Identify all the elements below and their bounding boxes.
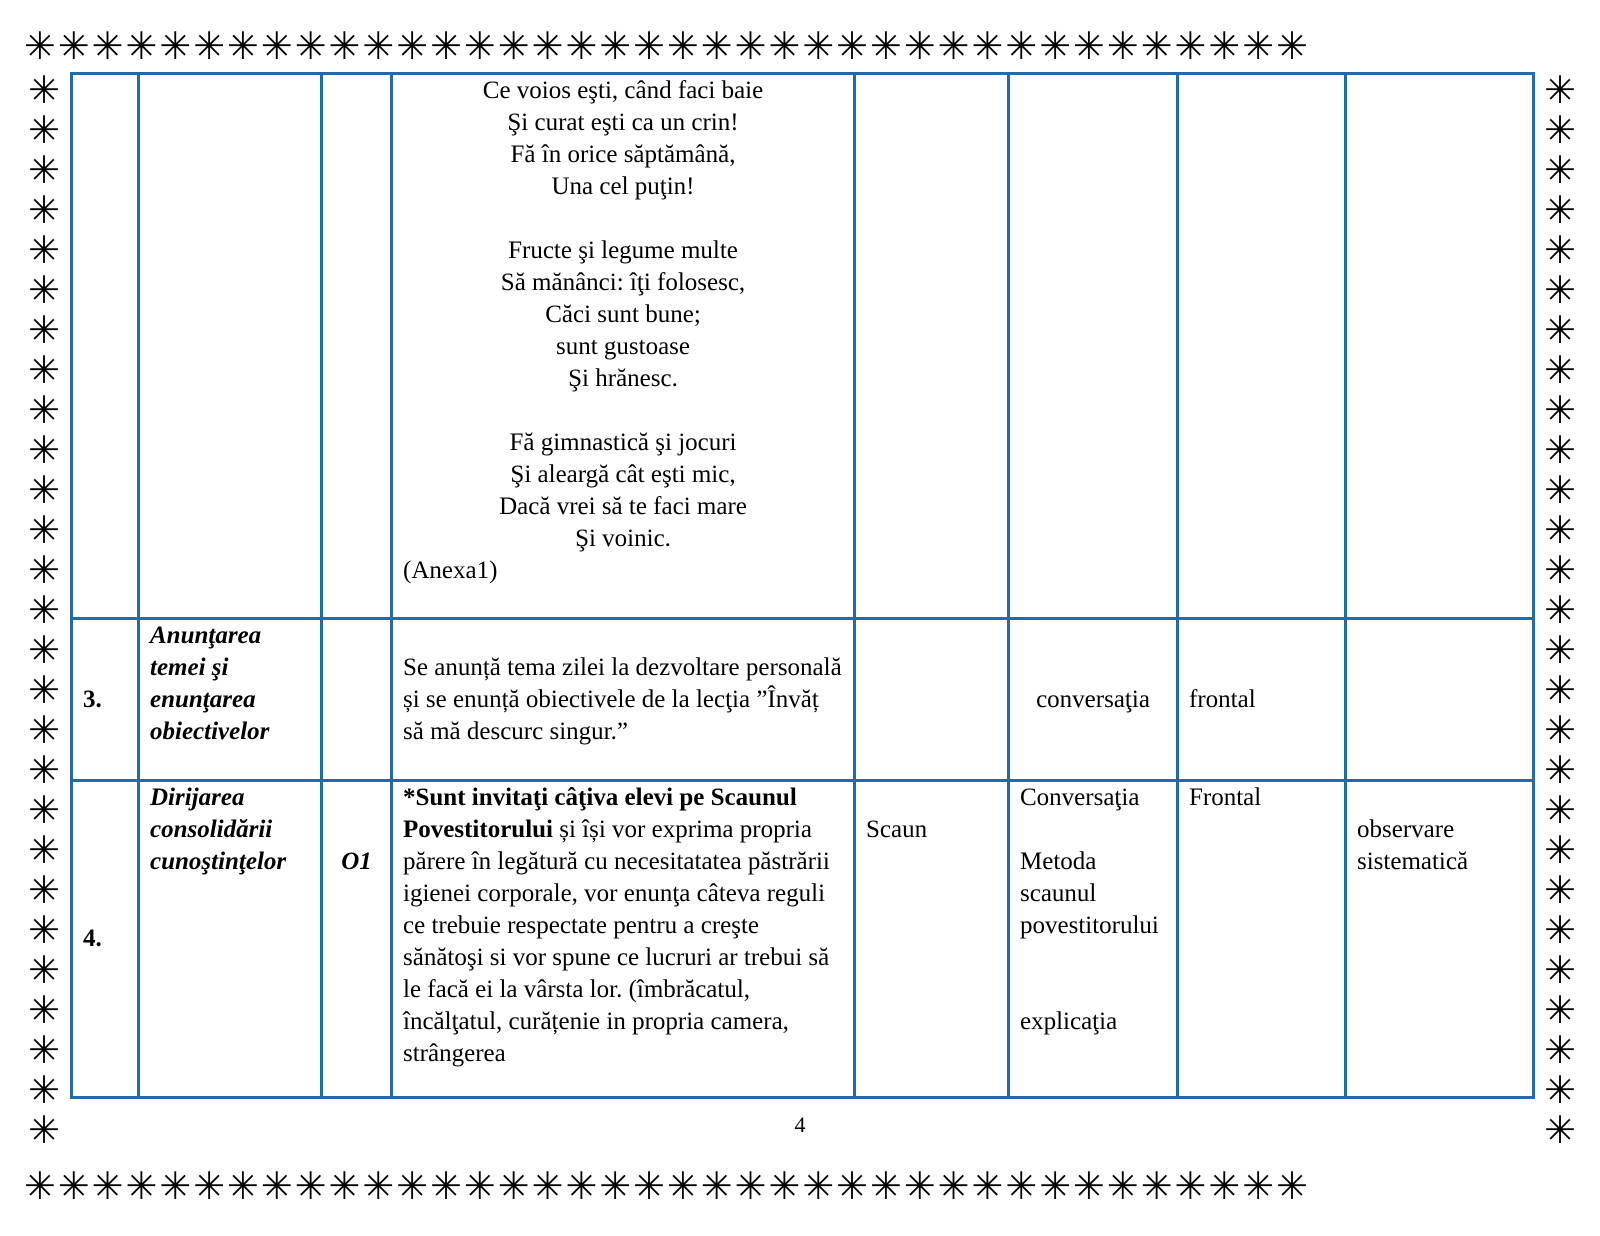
border-star-icon: ✳ — [1544, 868, 1576, 912]
border-star-icon: ✳ — [1544, 788, 1576, 832]
border-star-icon: ✳ — [28, 108, 60, 152]
table-row-stage-3 — [72, 619, 1534, 781]
border-star-icon: ✳ — [28, 388, 60, 432]
border-star-icon: ✳ — [1544, 748, 1576, 792]
stage-objective: O1 — [322, 781, 392, 1098]
border-star-icon: ✳ — [1544, 588, 1576, 632]
border-star-icon: ✳ — [1544, 308, 1576, 352]
stage-number: 4. — [72, 781, 139, 1098]
stage-form: frontal — [1178, 619, 1346, 781]
stage-number: 3. — [72, 619, 139, 781]
stage-method: conversaţia — [1009, 619, 1178, 781]
border-star-icon: ✳ — [1544, 828, 1576, 872]
border-star-icon: ✳ — [1544, 468, 1576, 512]
border-top: ✳✳✳✳✳✳✳✳✳✳✳✳✳✳✳✳✳✳✳✳✳✳✳✳✳✳✳✳✳✳✳✳✳✳✳✳✳✳ — [24, 26, 1310, 68]
stage-evaluation: observare sistematică — [1346, 781, 1534, 1098]
cell-number — [72, 74, 139, 619]
border-star-icon: ✳ — [1544, 148, 1576, 192]
stage-form: Frontal — [1178, 781, 1346, 1098]
cell-objective — [322, 74, 392, 619]
border-star-icon: ✳ — [1544, 1068, 1576, 1112]
border-star-icon: ✳ — [28, 508, 60, 552]
border-bottom: ✳✳✳✳✳✳✳✳✳✳✳✳✳✳✳✳✳✳✳✳✳✳✳✳✳✳✳✳✳✳✳✳✳✳✳✳✳✳ — [24, 1166, 1310, 1208]
border-star-icon: ✳ — [1544, 908, 1576, 952]
border-star-icon: ✳ — [28, 1028, 60, 1072]
border-star-icon: ✳ — [28, 908, 60, 952]
border-star-icon: ✳ — [28, 628, 60, 672]
lesson-plan-table — [70, 72, 1535, 1099]
border-star-icon: ✳ — [28, 1068, 60, 1112]
border-star-icon: ✳ — [28, 428, 60, 472]
border-star-icon: ✳ — [1544, 628, 1576, 672]
border-star-icon: ✳ — [28, 948, 60, 992]
border-star-icon: ✳ — [28, 1108, 60, 1152]
stage-methods: Conversaţia Metoda scaunul povestitorului explicaţia — [1009, 781, 1178, 1098]
poem-stanza: Fructe şi legume multe Să mănânci: îţi folosesc, Căci sunt bune; sunt gustoase Şi hrănesc. — [500, 237, 746, 392]
cell-objective — [322, 619, 392, 781]
border-star-icon: ✳ — [1544, 1108, 1576, 1152]
border-star-icon: ✳ — [1544, 988, 1576, 1032]
border-star-icon: ✳ — [1544, 668, 1576, 712]
border-star-icon: ✳ — [28, 228, 60, 272]
cell-resources — [855, 619, 1009, 781]
border-star-icon: ✳ — [1544, 268, 1576, 312]
border-star-icon: ✳ — [28, 468, 60, 512]
border-star-icon: ✳ — [28, 828, 60, 872]
stage-resource: Scaun — [855, 781, 1009, 1098]
stage-content: Se anunță tema zilei la dezvoltare personală și se enunță obiectivele de la lecţia ”Învăț să mă descurc singur.” — [392, 619, 855, 781]
cell-methods — [1009, 74, 1178, 619]
cell-evaluation — [1346, 74, 1534, 619]
border-star-icon: ✳ — [28, 308, 60, 352]
border-right — [1538, 70, 1582, 1164]
border-star-icon: ✳ — [1544, 948, 1576, 992]
poem-cell — [392, 74, 855, 619]
border-star-icon: ✳ — [1544, 108, 1576, 152]
border-star-icon: ✳ — [28, 588, 60, 632]
border-star-icon: ✳ — [1544, 548, 1576, 592]
border-star-icon: ✳ — [28, 188, 60, 232]
poem-stanza: Fă gimnastică şi jocuri Şi aleargă cât eşti mic, Dacă vrei să te faci mare Şi voinic. — [499, 429, 747, 552]
border-star-icon: ✳ — [28, 148, 60, 192]
border-star-icon: ✳ — [1544, 188, 1576, 232]
cell-evaluation — [1346, 619, 1534, 781]
border-star-icon: ✳ — [28, 268, 60, 312]
border-star-icon: ✳ — [1544, 70, 1576, 112]
stage-name: Anunţarea temei şi enunţarea obiectivelor — [139, 619, 322, 781]
cell-form — [1178, 74, 1346, 619]
border-star-icon: ✳ — [28, 668, 60, 712]
border-star-icon: ✳ — [1544, 708, 1576, 752]
border-star-icon: ✳ — [28, 868, 60, 912]
cell-stage — [139, 74, 322, 619]
table-row-poem — [72, 74, 1534, 619]
border-star-icon: ✳ — [28, 348, 60, 392]
border-star-icon: ✳ — [1544, 1028, 1576, 1072]
cell-resources — [855, 74, 1009, 619]
border-star-icon: ✳ — [1544, 228, 1576, 272]
border-star-icon: ✳ — [1544, 428, 1576, 472]
border-star-icon: ✳ — [28, 708, 60, 752]
annex-reference: (Anexa1) — [403, 557, 498, 584]
stage-content: *Sunt invitaţi câţiva elevi pe Scaunul Povestitorului și își vor exprima propria părere în legătură cu necesitatatea păstrării igienei corporale, vor enunţa câteva reguli ce trebuie respectate pentru a creşte sănătoşi si vor spune ce lucruri ar trebui să le facă ei la vârsta lor. (îmbrăcatul, încălţatul, curățenie in propria camera, strângerea — [392, 781, 855, 1098]
border-star-icon: ✳ — [28, 70, 60, 112]
border-star-icon: ✳ — [28, 788, 60, 832]
border-star-icon: ✳ — [1544, 348, 1576, 392]
border-star-icon: ✳ — [28, 748, 60, 792]
border-star-icon: ✳ — [28, 988, 60, 1032]
page-number: 4 — [794, 1112, 806, 1137]
stage-name: Dirijarea consolidării cunoştinţelor — [139, 781, 322, 1098]
poem-stanza: Ce voios eşti, când faci baie Şi curat eşti ca un crin! Fă în orice săptămână, Una cel puţin! — [482, 77, 764, 200]
border-star-icon: ✳ — [28, 548, 60, 592]
border-star-icon: ✳ — [1544, 388, 1576, 432]
border-left — [22, 70, 66, 1164]
table-row-stage-4 — [72, 781, 1534, 1098]
border-star-icon: ✳ — [1544, 508, 1576, 552]
